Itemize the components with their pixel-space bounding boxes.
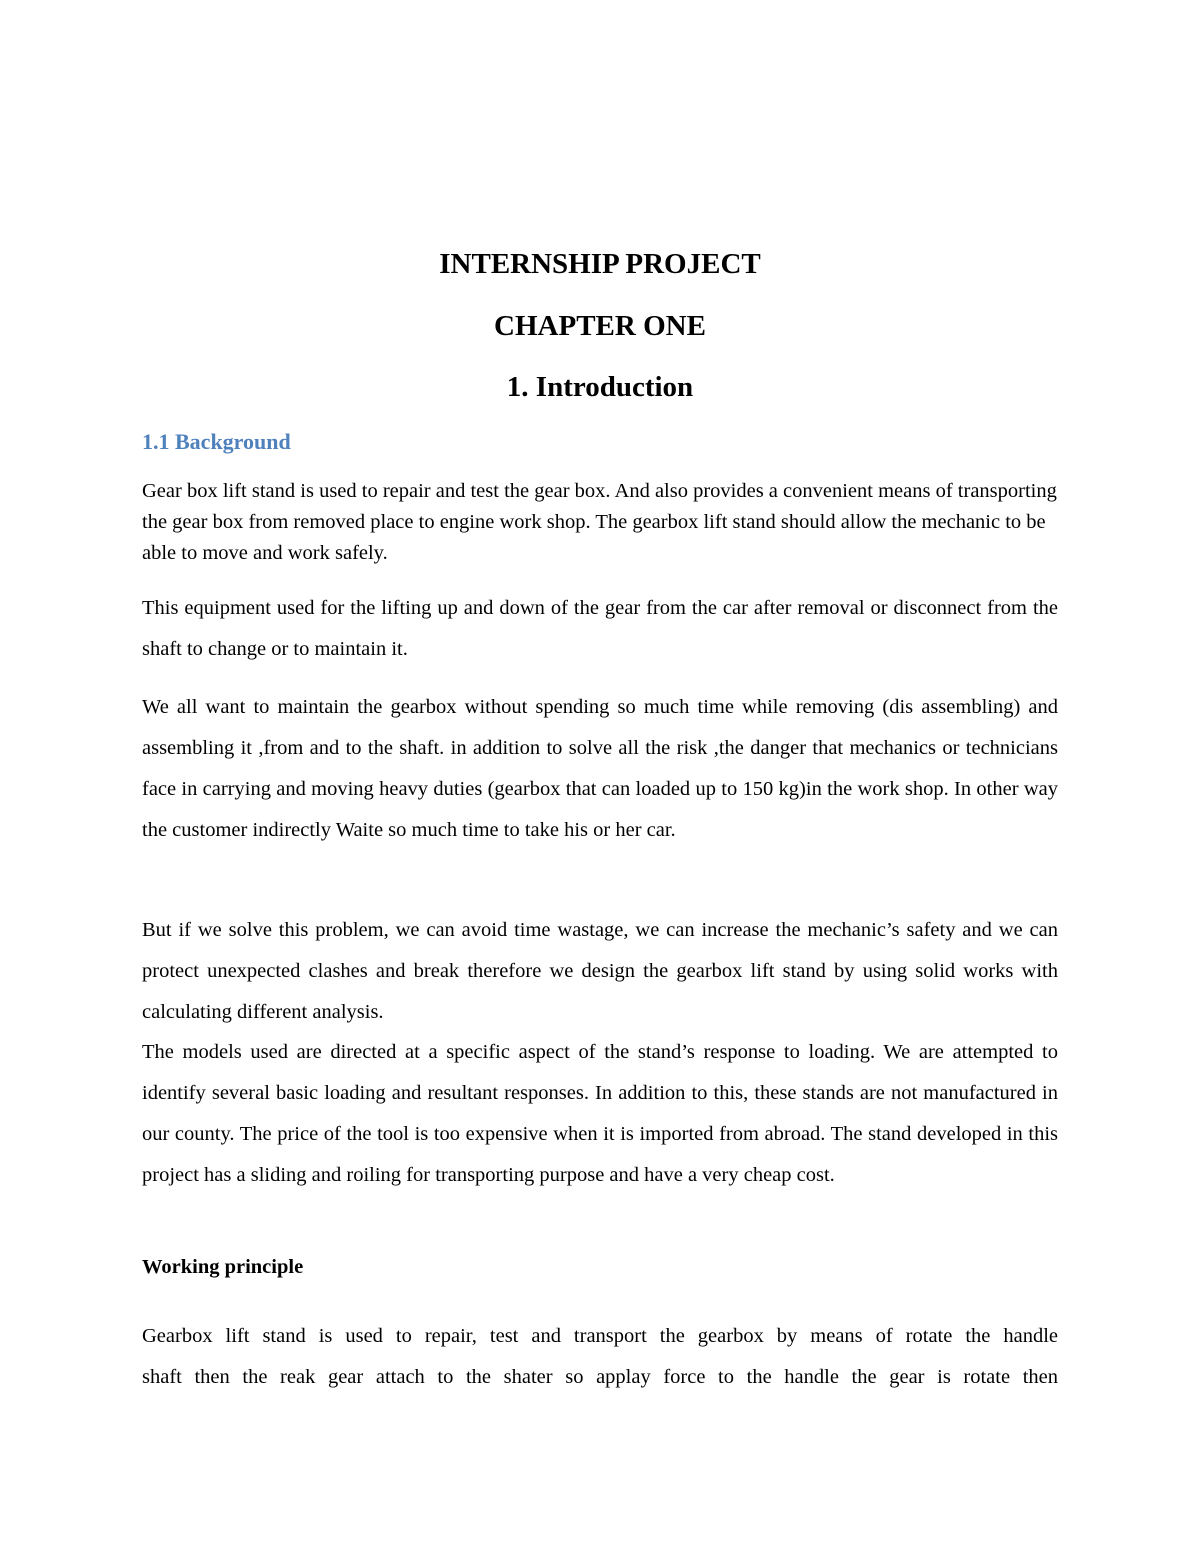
paragraph-equipment-purpose: This equipment used for the lifting up and down of the gear from the car after removal or disconnect from the shaft to change or to maintain it.: [142, 597, 1058, 660]
working-principle-line: shaft then the reak gear attach to the shater so applay force to the handle the gear is rotate then: [142, 1366, 1058, 1388]
background-heading: 1.1 Background: [142, 429, 291, 454]
working-principle-line: Gearbox lift stand is used to repair, test and transport the gearbox by means of rotate the handle: [142, 1325, 1058, 1347]
paragraph-problem-statement: We all want to maintain the gearbox without spending so much time while removing (dis assembling) and assembling it ,from and to the shaft. in addition to solve all the risk ,the danger that mechanics or technicians face in carrying and moving heavy duties (gearbox that can loaded up to 150 kg)in the work shop. In other way the customer indirectly Waite so much time to take his or her car.: [142, 696, 1058, 841]
chapter-title: CHAPTER ONE: [494, 310, 706, 342]
paragraph-working-principle: [142, 1316, 1058, 1398]
paragraph-solution: But if we solve this problem, we can avoid time wastage, we can increase the mechanic’s safety and we can protect unexpected clashes and break therefore we design the gearbox lift stand by using solid works with calculating different analysis.: [142, 919, 1058, 1023]
document-title: INTERNSHIP PROJECT: [439, 248, 761, 280]
section-title: 1. Introduction: [506, 371, 694, 403]
working-principle-heading: Working principle: [142, 1256, 304, 1278]
paragraph-models: The models used are directed at a specific aspect of the stand’s response to loading. We are attempted to identify several basic loading and resultant responses. In addition to this, these stands are not manufactured in our county. The price of the tool is too expensive when it is imported from abroad. The stand developed in this project has a sliding and roiling for transporting purpose and have a very cheap cost.: [142, 1041, 1058, 1186]
paragraph-background-intro: Gear box lift stand is used to repair and test the gear box. And also provides a convenient means of transporting the gear box from removed place to engine work shop. The gearbox lift stand should allow the mechanic to be able to move and work safely.: [142, 480, 1057, 564]
